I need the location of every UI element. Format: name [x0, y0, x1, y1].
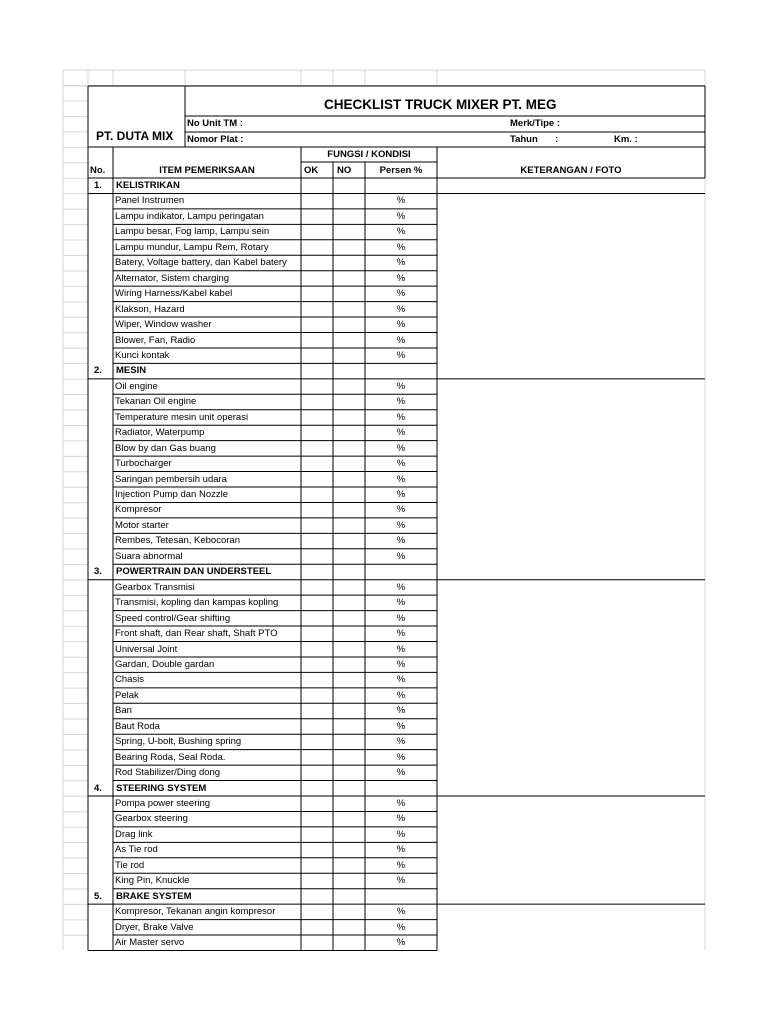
- checklist-item-label: Gardan, Double gardan: [115, 658, 215, 670]
- checklist-item-label: As Tie rod: [115, 844, 158, 856]
- col-no-status-header: NO: [337, 165, 352, 176]
- percent-cell[interactable]: %: [396, 489, 406, 500]
- checklist-item-label: Tekanan Oil engine: [115, 396, 197, 408]
- checklist-item-label: King Pin, Knuckle: [115, 875, 190, 887]
- col-item-header: ITEM PEMERIKSAAN: [159, 165, 255, 176]
- checklist-item-label: Turbocharger: [115, 458, 172, 470]
- section-number: 5.: [94, 890, 102, 902]
- col-ok-header: OK: [304, 165, 319, 176]
- checklist-item-label: Kompresor: [115, 504, 162, 516]
- checklist-item-label: Bearing Roda, Seal Roda.: [115, 751, 226, 763]
- percent-cell[interactable]: %: [396, 226, 406, 238]
- percent-cell[interactable]: %: [396, 689, 406, 701]
- percent-cell[interactable]: %: [396, 921, 406, 933]
- section-title: STEERING SYSTEM: [116, 782, 207, 794]
- percent-cell[interactable]: %: [396, 736, 406, 748]
- checklist-item-label: Chasis: [115, 674, 145, 686]
- percent-cell[interactable]: %: [396, 257, 406, 269]
- percent-cell[interactable]: %: [396, 396, 406, 408]
- percent-cell[interactable]: %: [396, 349, 406, 361]
- checklist-item-label: Tie rod: [115, 859, 145, 871]
- checklist-item-label: Wiring Harness/Kabel kabel: [115, 288, 233, 300]
- checklist-item-label: Pelak: [115, 689, 139, 701]
- percent-cell[interactable]: %: [396, 813, 406, 825]
- percent-cell[interactable]: %: [396, 875, 406, 887]
- section-number: 4.: [94, 782, 102, 794]
- km-label: Km. :: [614, 134, 638, 145]
- checklist-item-label: Transmisi, kopling dan kampas kopling: [115, 597, 279, 609]
- checklist-item-label: Gearbox Transmisi: [115, 581, 195, 593]
- checklist-item-label: Front shaft, dan Rear shaft, Shaft PTO: [115, 628, 278, 640]
- percent-cell[interactable]: %: [396, 658, 406, 670]
- checklist-item-label: Blower, Fan, Radio: [115, 334, 196, 346]
- checklist-item-label: Ban: [115, 705, 132, 717]
- percent-cell[interactable]: %: [396, 411, 406, 423]
- percent-cell[interactable]: %: [396, 906, 406, 918]
- checklist-item-label: Lampu besar, Fog lamp, Lampu sein: [115, 226, 270, 238]
- percent-cell[interactable]: %: [396, 550, 406, 562]
- percent-cell[interactable]: %: [396, 519, 406, 531]
- percent-cell[interactable]: %: [396, 319, 406, 331]
- percent-cell[interactable]: %: [396, 241, 406, 253]
- percent-cell[interactable]: %: [396, 535, 406, 547]
- percent-cell[interactable]: %: [396, 195, 406, 207]
- percent-cell[interactable]: %: [396, 705, 406, 717]
- checklist-item-label: Drag link: [115, 828, 153, 840]
- percent-cell[interactable]: %: [396, 442, 406, 454]
- percent-cell[interactable]: %: [396, 303, 406, 315]
- col-no-header: No.: [90, 165, 106, 176]
- checklist-item-label: Rod Stabilizer/Ding dong: [115, 767, 221, 779]
- percent-cell[interactable]: %: [396, 458, 406, 470]
- checklist-item-label: Suara abnormal: [115, 550, 183, 562]
- percent-cell[interactable]: %: [396, 751, 406, 763]
- percent-cell[interactable]: %: [396, 288, 406, 300]
- no-unit-label: No Unit TM :: [187, 118, 243, 129]
- checklist-item-label: Saringan pembersih udara: [115, 473, 227, 485]
- checklist-item-label: Speed control/Gear shifting: [115, 612, 231, 624]
- nomor-plat-label: Nomor Plat :: [187, 134, 244, 145]
- checklist-item-label: Kompresor, Tekanan angin kompresor: [115, 906, 276, 918]
- checklist-item-label: Dryer, Brake Valve: [115, 921, 194, 933]
- percent-cell[interactable]: %: [396, 581, 406, 593]
- checklist-item-label: Batery, Voltage battery, dan Kabel batery: [115, 257, 287, 269]
- checklist-item-label: Universal Joint: [115, 643, 178, 655]
- percent-cell[interactable]: %: [396, 674, 406, 686]
- page-title: CHECKLIST TRUCK MIXER PT. MEG: [324, 97, 557, 112]
- checklist-item-label: Blow by dan Gas buang: [115, 442, 216, 454]
- checklist-item-label: Temperature mesin unit operasi: [115, 411, 249, 423]
- checklist-item-label: Lampu mundur, Lampu Rem, Rotary: [115, 241, 269, 253]
- checklist-item-label: Alternator, Sistem charging: [115, 272, 230, 284]
- fungsi-kondisi-header: FUNGSI / KONDISI: [327, 149, 411, 160]
- checklist-item-label: Lampu indikator, Lampu peringatan: [115, 210, 264, 222]
- percent-cell[interactable]: %: [396, 334, 406, 346]
- checklist-item-label: Klakson, Hazard: [115, 303, 185, 315]
- col-persen-header: Persen %: [379, 165, 423, 176]
- section-title: KELISTRIKAN: [116, 180, 180, 191]
- checklist-item-label: Pompa power steering: [115, 798, 211, 809]
- percent-cell[interactable]: %: [396, 504, 406, 516]
- percent-cell[interactable]: %: [396, 427, 406, 439]
- section-number: 3.: [94, 566, 102, 578]
- section-number: 1.: [94, 180, 102, 191]
- checklist-item-label: Oil engine: [115, 380, 158, 392]
- percent-cell[interactable]: %: [396, 859, 406, 871]
- merk-label: Merk/Tipe :: [510, 118, 560, 129]
- checklist-item-label: Panel Instrumen: [115, 195, 185, 207]
- checklist-item-label: Wiper, Window washer: [115, 319, 212, 331]
- section-title: POWERTRAIN DAN UNDERSTEEL: [116, 566, 272, 578]
- percent-cell[interactable]: %: [396, 720, 406, 732]
- percent-cell[interactable]: %: [396, 798, 406, 809]
- checklist-item-label: Injection Pump dan Nozzle: [115, 489, 229, 500]
- percent-cell[interactable]: %: [396, 767, 406, 779]
- percent-cell[interactable]: %: [396, 643, 406, 655]
- percent-cell[interactable]: %: [396, 380, 406, 392]
- tahun-colon: :: [555, 134, 559, 145]
- checklist-item-label: Gearbox steering: [115, 813, 188, 825]
- percent-cell[interactable]: %: [396, 272, 406, 284]
- percent-cell[interactable]: %: [396, 628, 406, 640]
- percent-cell[interactable]: %: [396, 612, 406, 624]
- percent-cell[interactable]: %: [396, 937, 406, 949]
- checklist-item-label: Radiator, Waterpump: [115, 427, 205, 439]
- percent-cell[interactable]: %: [396, 844, 406, 856]
- section-title: MESIN: [116, 365, 147, 377]
- percent-cell[interactable]: %: [396, 828, 406, 840]
- checklist-item-label: Rembes, Tetesan, Kebocoran: [115, 535, 240, 547]
- checklist-item-label: Spring, U-bolt, Bushing spring: [115, 736, 242, 748]
- section-title: BRAKE SYSTEM: [116, 890, 192, 902]
- checklist-item-label: Kunci kontak: [115, 349, 170, 361]
- checklist-item-label: Motor starter: [115, 519, 169, 531]
- tahun-label: Tahun: [510, 134, 538, 145]
- section-number: 2.: [94, 365, 102, 377]
- col-keterangan-header: KETERANGAN / FOTO: [520, 165, 622, 176]
- checklist-item-label: Air Master servo: [115, 937, 185, 949]
- percent-cell[interactable]: %: [396, 473, 406, 485]
- percent-cell[interactable]: %: [396, 210, 406, 222]
- percent-cell[interactable]: %: [396, 597, 406, 609]
- company-name: PT. DUTA MIX: [96, 129, 174, 143]
- checklist-item-label: Baut Roda: [115, 720, 160, 732]
